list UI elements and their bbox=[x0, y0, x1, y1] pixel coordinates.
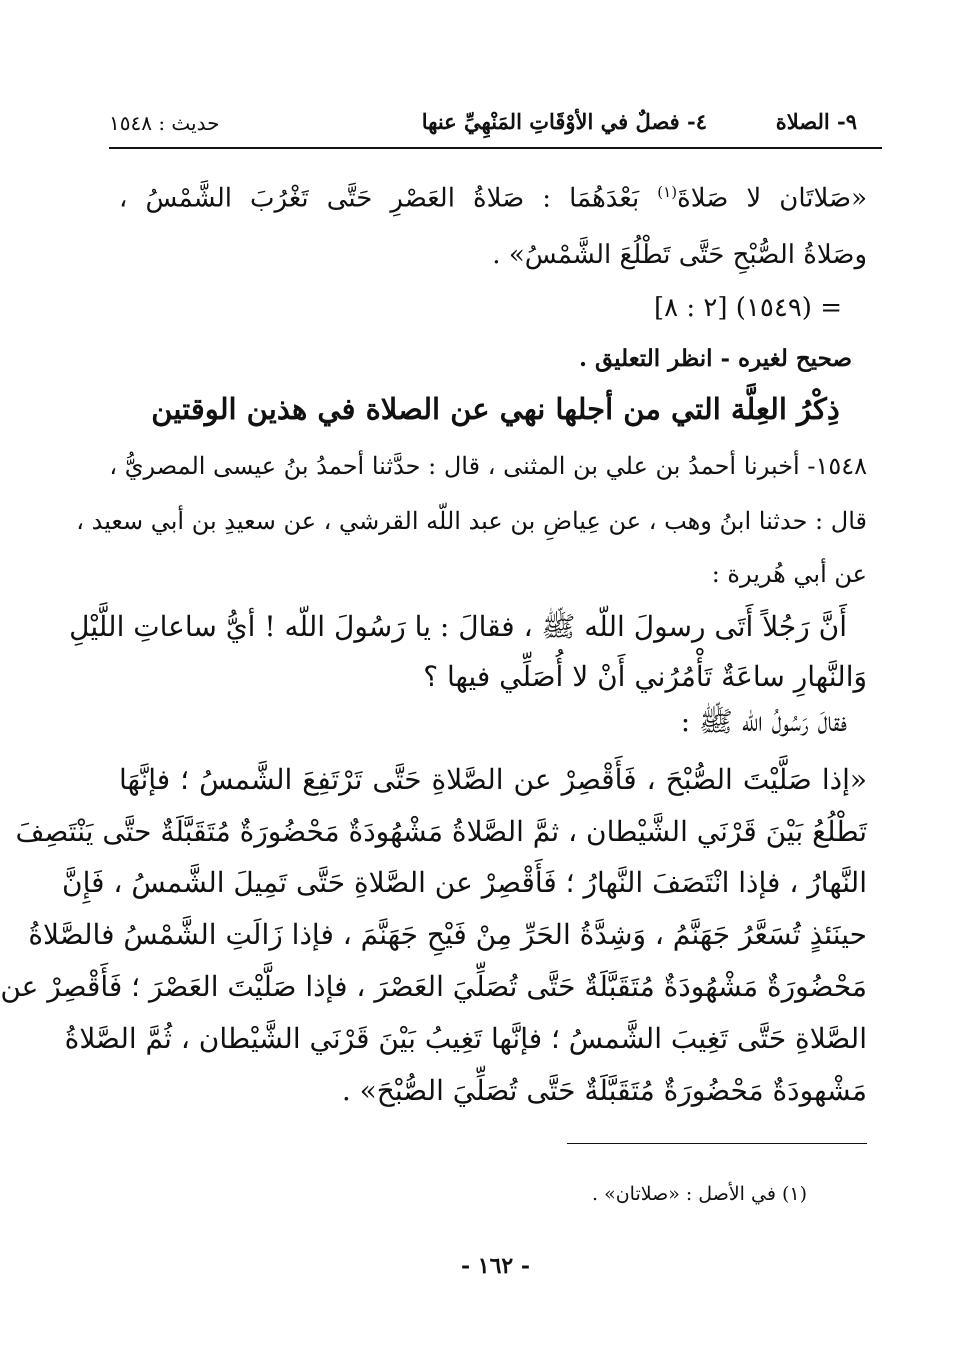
question-line-2: وَالنَّهارِ ساعَةٌ تَأْمُرُني أَنْ لا أُصَلِّي فيها ؟ bbox=[423, 660, 867, 693]
chapter-heading: ذِكْرُ العِلَّة التي من أجلها نهي عن الصلاة في هذين الوقتين bbox=[151, 392, 840, 426]
answer-line-1: «إذا صَلَّيْتَ الصُّبْحَ ، فَأَقْصِرْ عن الصَّلاةِ حَتَّى تَرْتَفِعَ الشَّمسُ ؛ فإنَّهَا bbox=[119, 763, 867, 796]
answer-line-5: مَحْضُورَةٌ مَشْهُودَةٌ مُتَقَبَّلَةٌ حَتَّى تُصَلِّيَ العَصْرَ ، فإذا صَلَّيْتَ العَصْرَ ؛ فَأَقْصِرْ عن bbox=[0, 970, 867, 1003]
cross-reference: = (١٥٤٩) [٢ : ٨] bbox=[653, 293, 842, 323]
passage-line-1: «صَلاتَان لا صَلاةَ$^{(١)}$ بَعْدَهُمَا : صَلاةُ العَصْرِ حَتَّى تَغْرُبَ الشَّمْسُ ، bbox=[119, 183, 868, 214]
question-line-1: أَنَّ رَجُلاً أَتَى رسولَ اللّه ﷺ ، فقالَ : يا رَسُولَ اللّه ! أيُّ ساعاتِ اللَّيْلِ bbox=[69, 610, 847, 643]
answer-line-4: حينَئذٍ تُسَعَّرُ جَهَنَّمُ ، وَشِدَّةُ الحَرِّ مِنْ فَيْحِ جَهَنَّمَ ، فإذا زَالَتِ الشَّمْسُ فالصَّلاةُ bbox=[28, 918, 867, 951]
footnote-marker: (١) bbox=[657, 183, 678, 201]
answer-line-2: تَطْلُعُ بَيْنَ قَرْنَي الشَّيْطان ، ثمَّ الصَّلاةُ مَشْهُودَةٌ مَحْضُورَةٌ مُتَقَبَّلَةٌ حتَّى يَنْتَصِفَ bbox=[15, 815, 867, 848]
isnad-line-2: قال : حدثنا ابنُ وهب ، عن عِياضِ بن عبد اللّه القرشي ، عن سعيدِ بن أبي سعيد ، bbox=[76, 507, 867, 535]
hadith-reference: حديث : ١٥٤٨ bbox=[109, 111, 220, 135]
header-rule bbox=[109, 147, 882, 149]
page-number: - ١٦٢ - bbox=[460, 1253, 531, 1279]
answer-intro: فقالَ رَسُولُ اللّه ﷺ : bbox=[680, 705, 847, 738]
footnote-rule bbox=[567, 1143, 867, 1144]
isnad-line-3: عن أبي هُريرة : bbox=[711, 560, 867, 588]
answer-line-3: النَّهارُ ، فإذا انْتَصَفَ النَّهارُ ؛ فَأَقْصِرْ عن الصَّلاةِ حَتَّى تَمِيلَ الشَّمسُ ، فَإِنَّ bbox=[62, 866, 867, 899]
running-header bbox=[109, 105, 857, 145]
chapter-title: ٩- الصلاة bbox=[775, 109, 857, 134]
answer-line-7: مَشْهودَةٌ مَحْضُورَةٌ مُتَقَبَّلَةٌ حَتَّى تُصَلِّيَ الصُّبْحَ» . bbox=[341, 1074, 867, 1107]
section-title: ٤- فصلٌ في الأوْقَاتِ المَنْهِيِّ عنها bbox=[421, 109, 707, 134]
answer-line-6: الصَّلاةِ حَتَّى تَغِيبَ الشَّمسُ ؛ فإنَّها تَغِيبُ بَيْنَ قَرْنَي الشَّيْطان ، ثُمَّ الصَّلاةُ bbox=[64, 1022, 867, 1055]
isnad-line-1: ١٥٤٨- أخبرنا أحمدُ بن علي بن المثنى ، قال : حدَّثنا أحمدُ بنُ عيسى المصريُّ ، bbox=[109, 452, 867, 480]
passage-line-2: وصَلاةُ الصُّبْحِ حَتَّى تَطْلُعَ الشَّمْسُ» . bbox=[492, 240, 867, 270]
footnote: (١) في الأصل : «صلاتان» . bbox=[592, 1183, 807, 1205]
grading-note: صحيح لغيره - انظر التعليق . bbox=[578, 345, 852, 372]
